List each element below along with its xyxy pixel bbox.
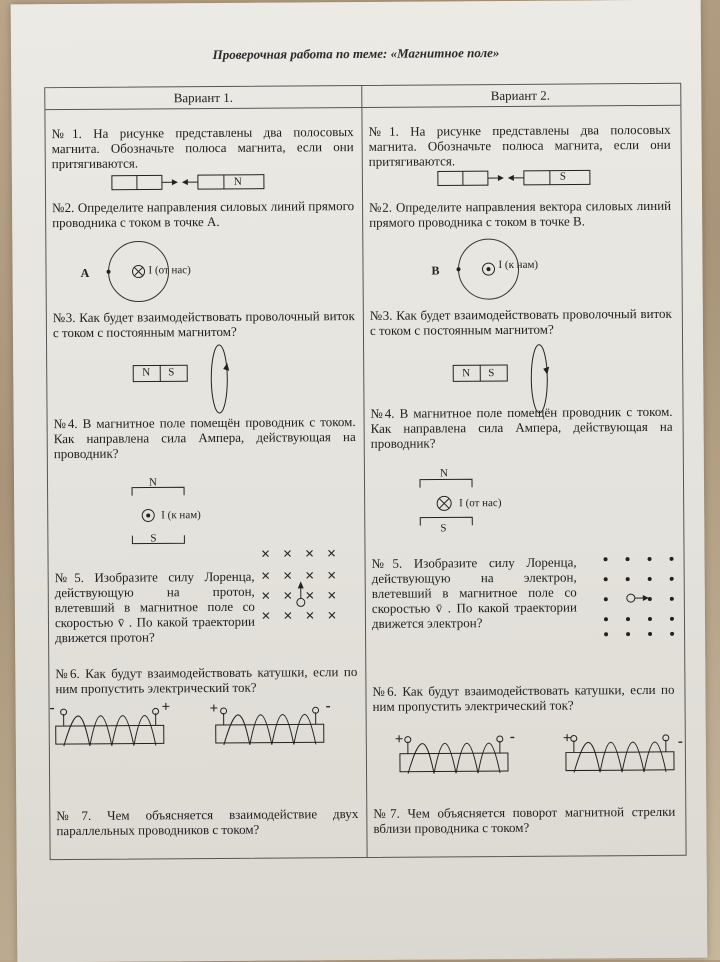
v2-question-1: №1. На рисунке представлены два полосовых магнита. Обозначьте полюса магнита, если они притягиваются. bbox=[369, 122, 671, 169]
variant-2-header: Вариант 2. bbox=[362, 87, 678, 105]
v1-bottom-pole-label: S bbox=[150, 532, 156, 544]
v1-magnet-n-label: N bbox=[142, 366, 150, 378]
v1-coil2-right-sign: - bbox=[326, 698, 331, 715]
v1-magnetic-field-crosses-figure bbox=[260, 548, 351, 639]
v1-top-pole-label: N bbox=[149, 476, 157, 488]
v1-question-1: №1. На рисунке представлены два полосовых магнита. Обозначьте полюса магнита, если они притягиваются. bbox=[52, 124, 354, 171]
v1-point-label: A bbox=[80, 266, 89, 281]
v1-magnet-pole-label: N bbox=[234, 176, 242, 188]
worksheet-page bbox=[11, 0, 708, 962]
v2-question-2: №2. Определите направления вектора силовых линий прямого проводника с током в точке В. bbox=[369, 198, 671, 230]
v2-coil1-left-sign: + bbox=[395, 732, 404, 749]
v2-ampere-current-label: I (от нас) bbox=[459, 497, 501, 509]
v1-coils-figure bbox=[56, 706, 356, 758]
v1-coil1-left-sign: - bbox=[50, 700, 55, 717]
v2-question-6: №6. Как будут взаимодействовать катушки, если по ним пропустить электрический ток? bbox=[372, 682, 674, 714]
v1-bar-magnets-figure bbox=[112, 173, 272, 194]
v1-question-4: №4. В магнитное поле помещён проводник с током. Как направлена сила Ампера, действующая на проводник? bbox=[54, 414, 356, 461]
v2-top-pole-label: N bbox=[440, 467, 448, 479]
v1-question-3: №3. Как будет взаимодействовать проволочный виток с током с постоянным магнитом? bbox=[53, 308, 355, 340]
v2-bottom-pole-label: S bbox=[440, 522, 446, 534]
v2-current-label: I (к нам) bbox=[498, 259, 538, 271]
variant-1-header: Вариант 1. bbox=[45, 89, 361, 107]
v1-question-7: №7. Чем объясняется взаимодействие двух параллельных проводников с током? bbox=[56, 806, 358, 838]
v1-ampere-current-label: I (к нам) bbox=[161, 509, 201, 521]
v2-magnet-s-label: S bbox=[488, 367, 494, 379]
v1-magnet-s-label: S bbox=[168, 366, 174, 378]
v2-coil2-right-sign: - bbox=[678, 734, 683, 751]
v2-point-label: B bbox=[431, 263, 439, 278]
v2-field-lines-circle-figure bbox=[446, 235, 527, 308]
v2-question-7: №7. Чем объясняется поворот магнитной стрелки вблизи проводника с током? bbox=[373, 804, 675, 836]
v2-magnet-pole-label: S bbox=[560, 171, 566, 183]
v2-question-3: №3. Как будет взаимодействовать проволочный виток с током с постоянным магнитом? bbox=[370, 306, 672, 338]
v2-question-5: №5. Изобразите силу Лоренца, действующую на электрон, влетевший в магнитное поле со скоростью v̄ . По какой траектории движется электрон? bbox=[372, 554, 578, 630]
variants-table bbox=[44, 83, 686, 860]
v1-question-2: №2. Определите направления силовых линий прямого проводника с током в точке А. bbox=[52, 198, 354, 230]
v1-current-label: I (от нас) bbox=[148, 264, 190, 276]
v2-coil1-right-sign: - bbox=[510, 729, 515, 746]
v2-coil2-left-sign: + bbox=[563, 731, 572, 748]
v1-question-6: №6. Как будут взаимодействовать катушки, если по ним пропустить электрический ток? bbox=[55, 664, 357, 696]
v2-bar-magnets-figure bbox=[438, 168, 598, 189]
v2-question-4: №4. В магнитное поле помещён проводник с током. Как направлена сила Ампера, действующая на проводник? bbox=[370, 404, 672, 451]
v2-coils-figure bbox=[400, 734, 700, 786]
page-title: Проверочная работа по теме: «Магнитное поле» bbox=[11, 44, 701, 65]
v2-magnetic-field-dots-figure bbox=[601, 554, 682, 645]
column-divider bbox=[361, 86, 367, 857]
v1-coil-magnet-figure bbox=[127, 343, 238, 420]
v1-coil1-right-sign: + bbox=[162, 699, 171, 716]
v1-coil2-left-sign: + bbox=[210, 701, 219, 718]
v2-magnet-n-label: N bbox=[462, 367, 470, 379]
v1-question-5: №5. Изобразите силу Лоренца, действующую на протон, влетевший в магнитное поле со скоростью v̄ . По какой траектории движется протон? bbox=[55, 569, 256, 645]
